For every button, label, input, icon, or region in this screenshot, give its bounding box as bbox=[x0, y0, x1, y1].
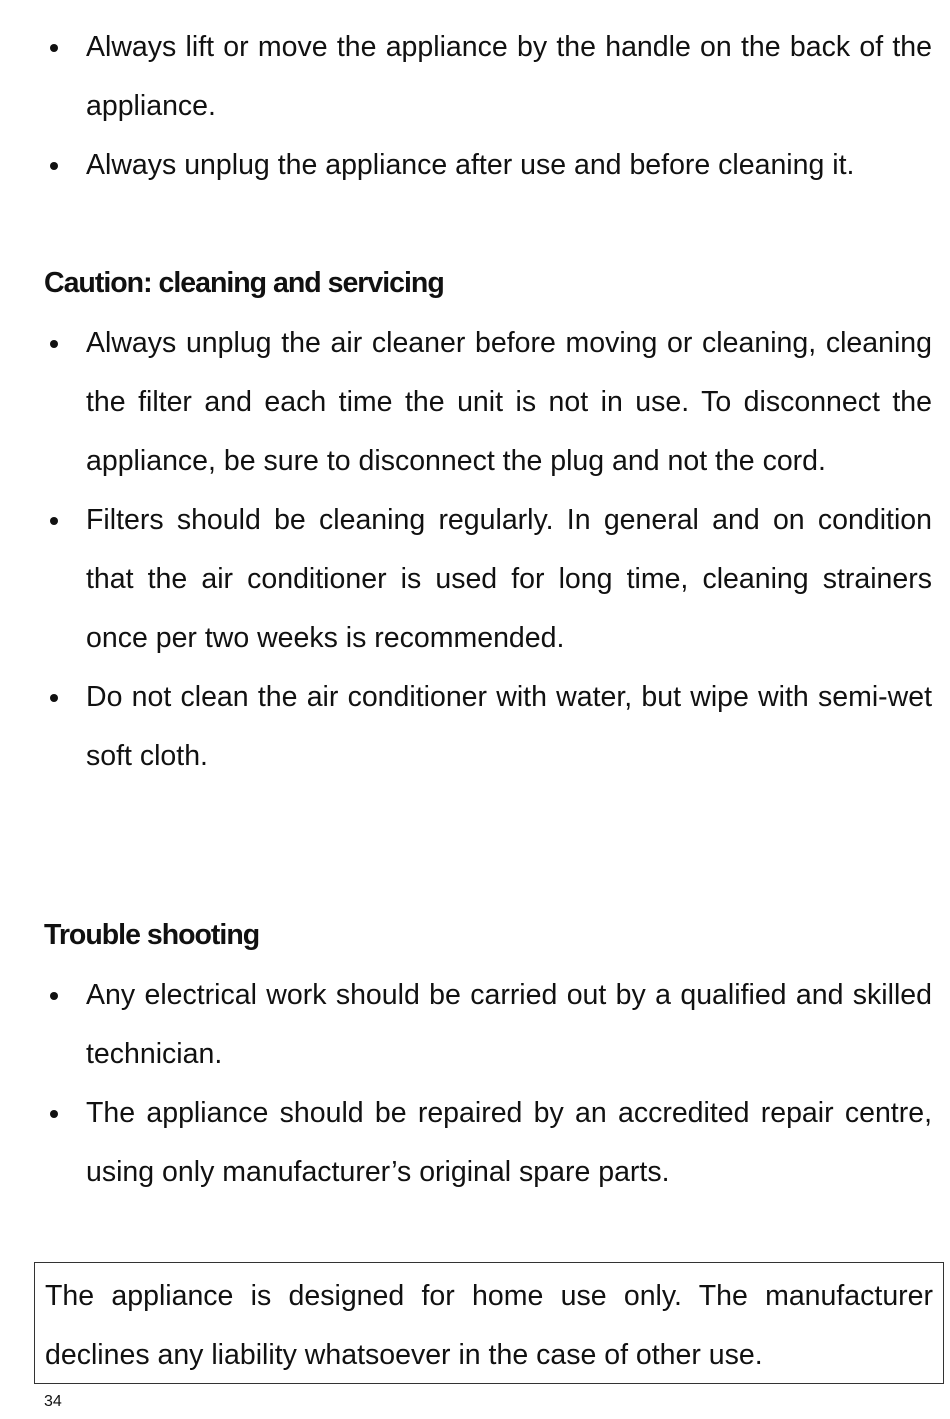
bullet-icon bbox=[50, 992, 58, 1000]
intro-bullet-list bbox=[44, 18, 932, 195]
list-item bbox=[44, 18, 932, 136]
list-item-text: Always unplug the air cleaner before moving or cleaning, cleaning the filter and each time the unit is not in use. To disconnect the appliance, be sure to disconnect the plug and not the cord. bbox=[86, 327, 932, 477]
list-item bbox=[44, 966, 932, 1084]
bullet-icon bbox=[50, 694, 58, 702]
list-item bbox=[44, 136, 932, 195]
list-item bbox=[44, 314, 932, 491]
list-item-text: Always lift or move the appliance by the handle on the back of the appliance. bbox=[86, 31, 932, 122]
list-item-text: The appliance should be repaired by an accredited repair centre, using only manufacturer’s original spare parts. bbox=[86, 1097, 932, 1188]
caution-heading: Caution: cleaning and servicing bbox=[44, 267, 444, 299]
bullet-icon bbox=[50, 1110, 58, 1118]
notice-text: The appliance is designed for home use only. The manufacturer declines any liability whatsoever in the case of other use. bbox=[45, 1280, 933, 1371]
list-item-text: Always unplug the appliance after use and before cleaning it. bbox=[86, 149, 855, 181]
list-item bbox=[44, 668, 932, 786]
bullet-icon bbox=[50, 162, 58, 170]
list-item-text: Any electrical work should be carried out by a qualified and skilled technician. bbox=[86, 979, 932, 1070]
list-item-text: Filters should be cleaning regularly. In general and on condition that the air conditioner is used for long time, cleaning strainers once per two weeks is recommended. bbox=[86, 504, 932, 654]
trouble-bullet-list bbox=[44, 966, 932, 1202]
caution-bullet-list bbox=[44, 314, 932, 786]
bullet-icon bbox=[50, 44, 58, 52]
bullet-icon bbox=[50, 340, 58, 348]
list-item bbox=[44, 1084, 932, 1202]
page-number: 34 bbox=[44, 1393, 62, 1410]
list-item bbox=[44, 491, 932, 668]
bullet-icon bbox=[50, 517, 58, 525]
trouble-shooting-heading: Trouble shooting bbox=[44, 919, 260, 951]
list-item-text: Do not clean the air conditioner with water, but wipe with semi-wet soft cloth. bbox=[86, 681, 932, 772]
home-use-notice-box bbox=[34, 1262, 944, 1384]
